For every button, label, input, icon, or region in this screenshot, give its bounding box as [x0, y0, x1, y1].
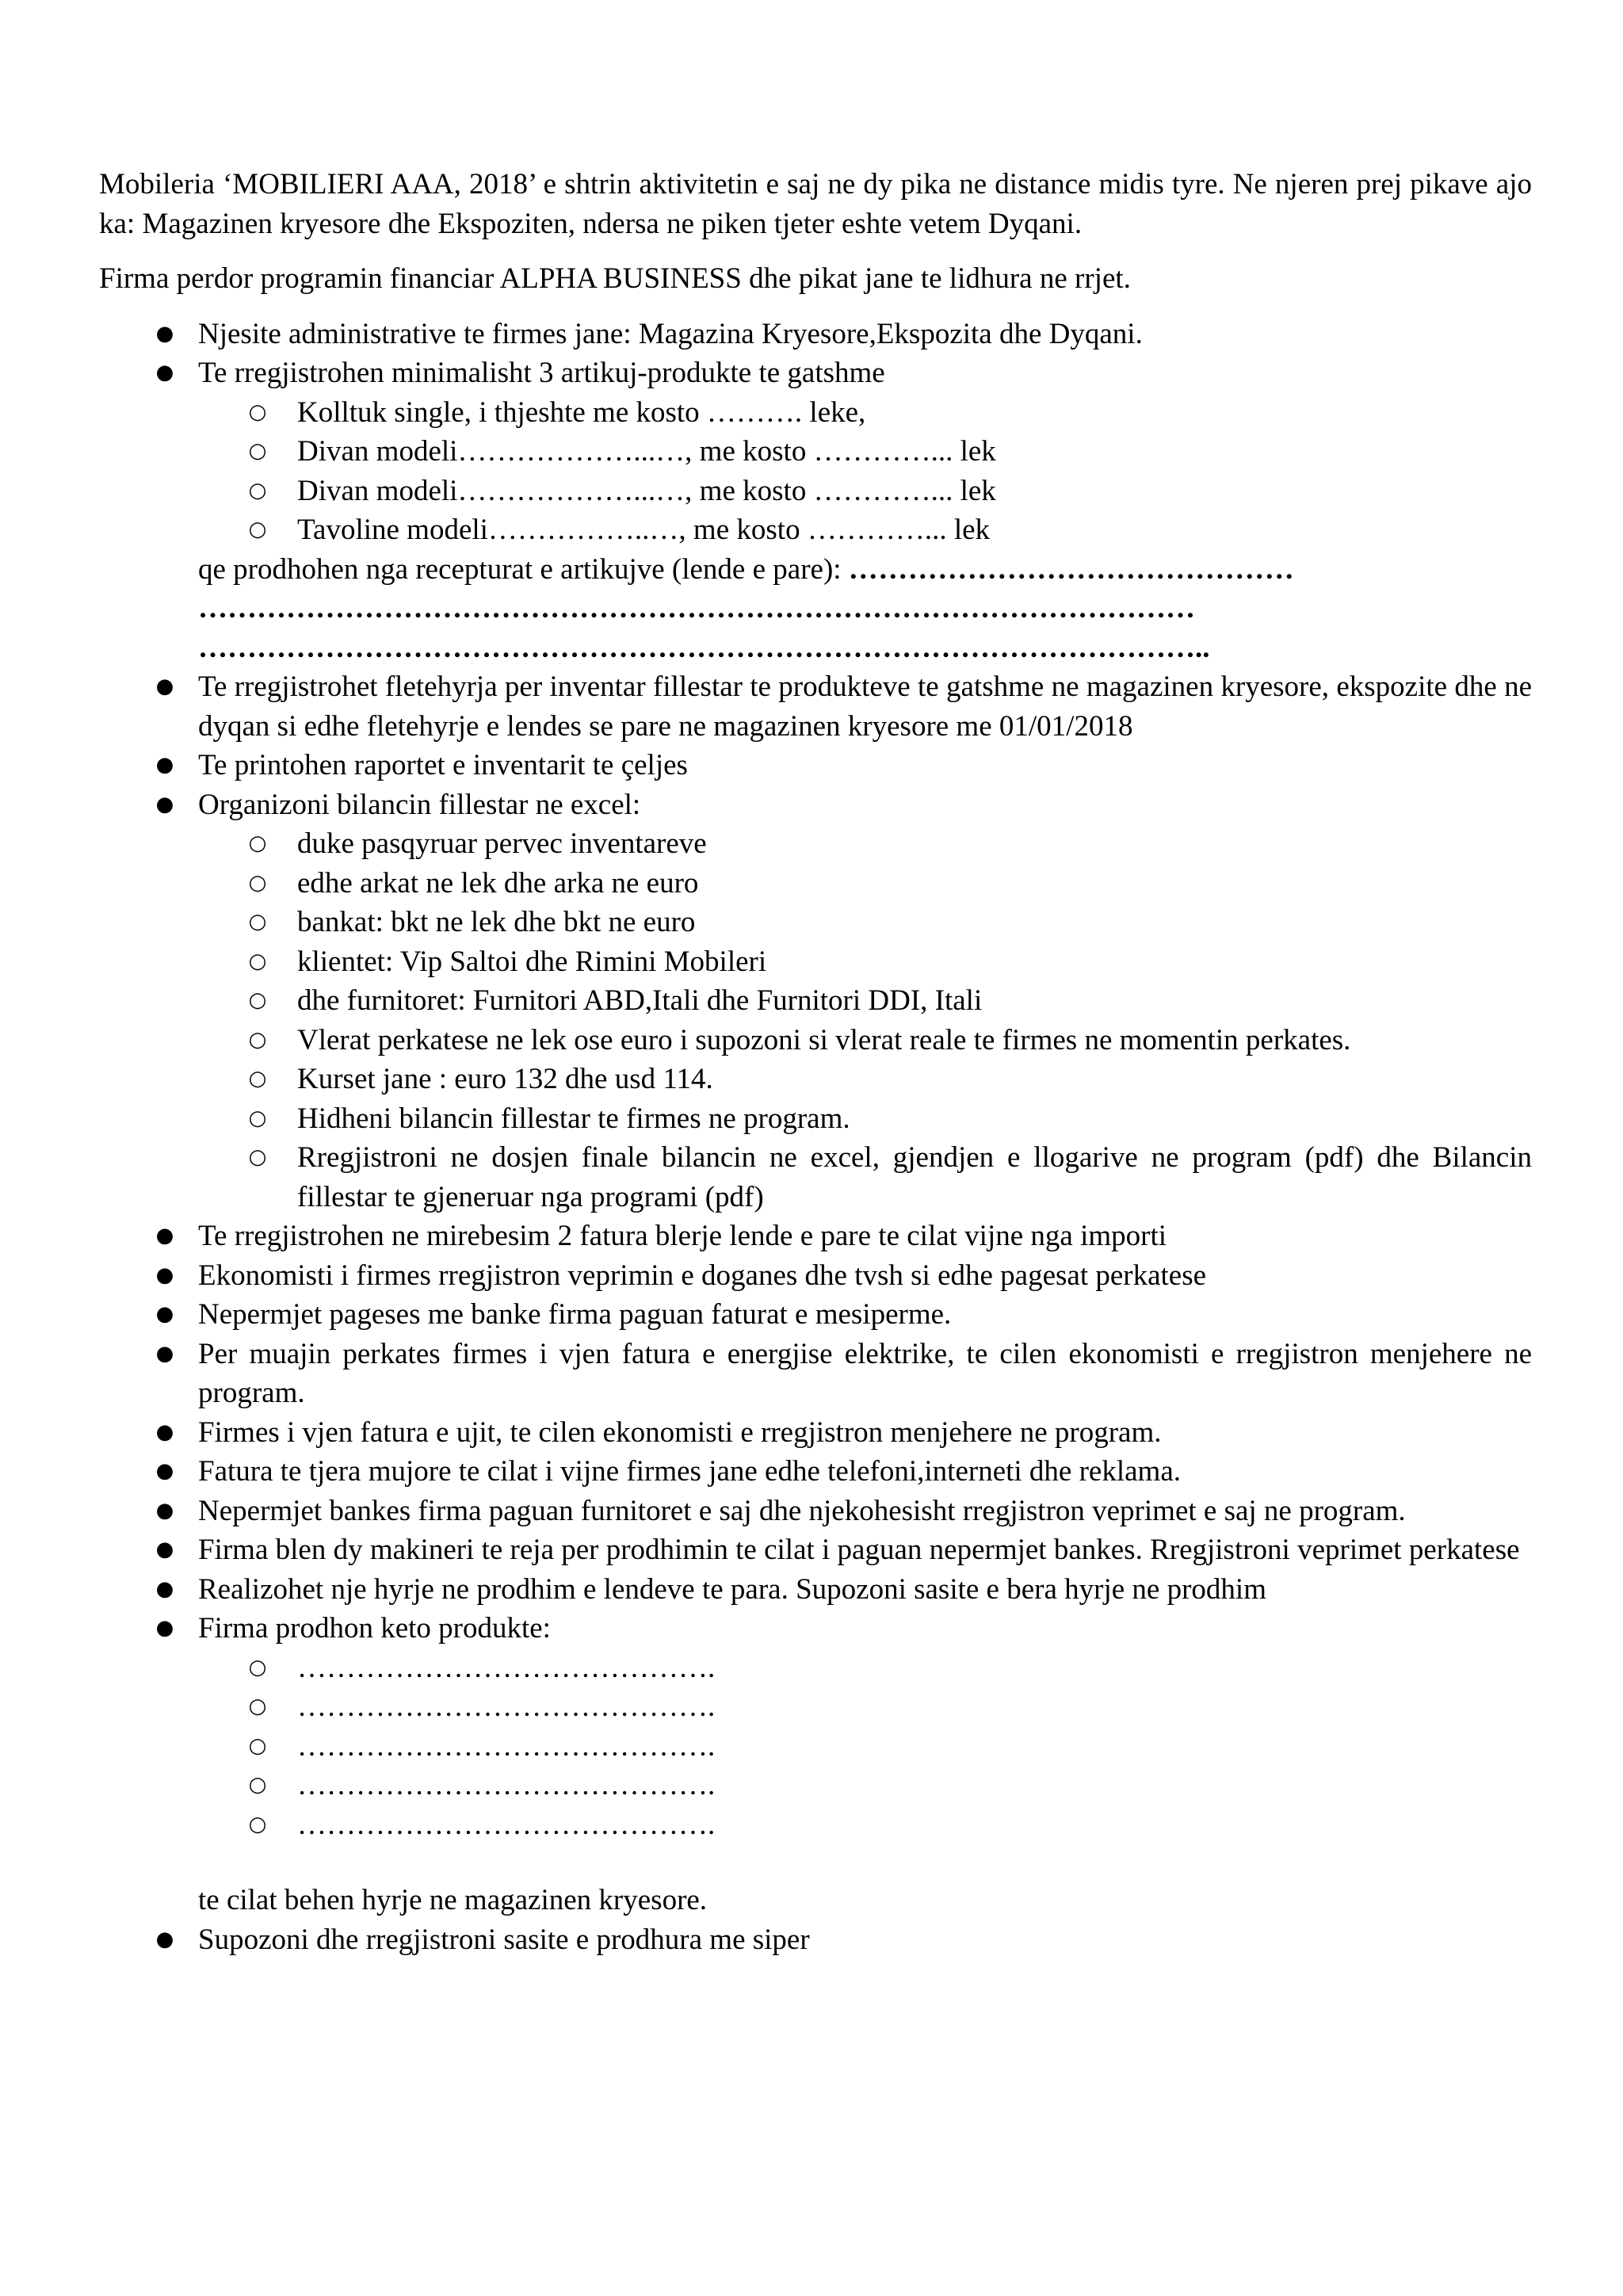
- list-item: [99, 315, 1532, 354]
- sublist-item: [198, 1766, 1532, 1805]
- bullet-icon: ●: [155, 1498, 174, 1522]
- circle-bullet-icon: ○: [248, 870, 267, 895]
- sublist-item-text: klientet: Vip Saltoi dhe Rimini Mobileri: [297, 945, 767, 978]
- sublist-item: [198, 432, 1532, 472]
- bullet-icon: ●: [155, 321, 174, 346]
- circle-bullet-icon: ○: [248, 1694, 267, 1718]
- list-item: [99, 1492, 1532, 1531]
- list-item: [99, 1530, 1532, 1570]
- bullet-icon: ●: [155, 1927, 174, 1951]
- circle-bullet-icon: ○: [248, 949, 267, 973]
- list-item-text: Te printohen raportet e inventarit te çeljes: [198, 749, 688, 781]
- task-list: [99, 315, 1532, 1960]
- circle-bullet-icon: ○: [248, 988, 267, 1012]
- circle-bullet-icon: ○: [248, 1106, 267, 1130]
- circle-bullet-icon: ○: [248, 1655, 267, 1679]
- intro-paragraph-1: Mobileria ‘MOBILIERI AAA, 2018’ e shtrin aktivitetin e saj ne dy pika ne distance midis tyre. Ne njeren prej pikave ajo ka: Magazinen kryesore dhe Ekspoziten, ndersa ne piken tjeter eshte vetem Dyqani.: [99, 168, 1532, 240]
- bullet-icon: ●: [155, 792, 174, 816]
- sublist-item-text: Divan modeli………………...…, me kosto …………... lek: [297, 474, 996, 507]
- sublist-item: [198, 981, 1532, 1021]
- circle-bullet-icon: ○: [248, 1773, 267, 1797]
- sublist-item-text: …………………………………….: [297, 1651, 716, 1684]
- bullet-icon: ●: [155, 1419, 174, 1444]
- recipe-dots-line: …………………………………………………………………………………………..: [198, 631, 1210, 664]
- list-item: [99, 1256, 1532, 1296]
- list-item: [99, 1920, 1532, 1960]
- sublist-item-text: …………………………………….: [297, 1690, 716, 1723]
- sublist-item: [198, 1099, 1532, 1139]
- bullet-icon: ●: [155, 1302, 174, 1326]
- list-item-text: Fatura te tjera mujore te cilat i vijne firmes jane edhe telefoni,interneti dhe reklama.: [198, 1455, 1182, 1488]
- list-item-text: Firma prodhon keto produkte:: [198, 1612, 551, 1645]
- sublist-item: [198, 1687, 1532, 1727]
- recipe-dots-line: …………………………………………………………………………………………: [198, 592, 1195, 625]
- sublist-item: [198, 472, 1532, 511]
- sublist-item-text: duke pasqyruar pervec inventareve: [297, 827, 707, 860]
- sublist-item: [198, 824, 1532, 864]
- sublist-item-text: dhe furnitoret: Furnitori ABD,Itali dhe Furnitori DDI, Itali: [297, 984, 983, 1017]
- produced-items-note: te cilat behen hyrje ne magazinen kryesore.: [198, 1884, 708, 1916]
- list-item: [99, 353, 1532, 667]
- bullet-icon: ●: [155, 753, 174, 777]
- sublist-item-text: Kurset jane : euro 132 dhe usd 114.: [297, 1063, 713, 1095]
- circle-bullet-icon: ○: [248, 478, 267, 502]
- sublist-item-text: …………………………………….: [297, 1769, 716, 1801]
- circle-bullet-icon: ○: [248, 1145, 267, 1169]
- bullet-icon: ●: [155, 361, 174, 384]
- intro-paragraph-2: Firma perdor programin financiar ALPHA BUSINESS dhe pikat jane te lidhura ne rrjet.: [99, 262, 1131, 295]
- bullet-icon: ●: [155, 1616, 174, 1640]
- circle-bullet-icon: ○: [248, 518, 267, 541]
- circle-bullet-icon: ○: [248, 1812, 267, 1836]
- list-item: [99, 1452, 1532, 1492]
- recipe-line: [198, 550, 1532, 590]
- circle-bullet-icon: ○: [248, 1027, 267, 1052]
- sublist-item-text: Hidheni bilancin fillestar te firmes ne program.: [297, 1102, 850, 1135]
- bullet-icon: ●: [155, 1576, 174, 1601]
- list-item-text: Te rregjistrohen minimalisht 3 artikuj-produkte te gatshme: [198, 357, 885, 389]
- recipe-label: qe prodhohen nga recepturat e artikujve (lende e pare):: [198, 552, 849, 586]
- list-item: [99, 746, 1532, 785]
- list-item: [99, 1609, 1532, 1920]
- sublist-item: [198, 1727, 1532, 1767]
- list-item-text: Te rregjistrohet fletehyrja per inventar fillestar te produkteve te gatshme ne magazinen kryesore, ekspozite dhe ne dyqan si edhe fletehyrje e lendes se pare ne magazinen kryesore me 01/01/2018: [198, 670, 1532, 743]
- sublist-item: [198, 1805, 1532, 1845]
- circle-bullet-icon: ○: [248, 1733, 267, 1758]
- list-item-text: Realizohet nje hyrje ne prodhim e lendeve te para. Supozoni sasite e bera hyrje ne prodhim: [198, 1572, 1266, 1606]
- list-item-text: Nepermjet bankes firma paguan furnitoret e saj dhe njekohesisht rregjistron veprimet e saj ne program.: [198, 1494, 1406, 1527]
- sublist-item: [198, 393, 1532, 433]
- sublist-item-text: bankat: bkt ne lek dhe bkt ne euro: [297, 906, 696, 938]
- balance-sublist: [198, 824, 1532, 1217]
- circle-bullet-icon: ○: [248, 910, 267, 934]
- list-item: [99, 1335, 1532, 1413]
- sublist-item: [198, 864, 1532, 904]
- list-item-text: Firma blen dy makineri te reja per prodhimin te cilat i paguan nepermjet bankes. Rregjistroni veprimet perkatese: [198, 1534, 1520, 1566]
- bullet-icon: ●: [155, 1538, 174, 1561]
- list-item-text: Per muajin perkates firmes i vjen fatura e energjise elektrike, te cilen ekonomisti e rregjistron menjehere ne program.: [198, 1337, 1532, 1409]
- list-item: [99, 785, 1532, 1217]
- circle-bullet-icon: ○: [248, 1067, 267, 1091]
- circle-bullet-icon: ○: [248, 399, 267, 424]
- bullet-icon: ●: [155, 1263, 174, 1287]
- circle-bullet-icon: ○: [248, 831, 267, 855]
- document-page: [99, 165, 1532, 1959]
- list-item: [99, 667, 1532, 746]
- sublist-item-text: …………………………………….: [297, 1808, 716, 1841]
- product-sublist: [198, 393, 1532, 550]
- list-item: [99, 1570, 1532, 1610]
- sublist-item: [198, 1138, 1532, 1217]
- sublist-item-text: …………………………………….: [297, 1729, 716, 1763]
- bullet-icon: ●: [155, 1224, 174, 1247]
- circle-bullet-icon: ○: [248, 439, 267, 463]
- sublist-item-text: Divan modeli………………...…, me kosto …………... lek: [297, 435, 996, 468]
- sublist-item-text: Tavoline modeli……………..…, me kosto …………... lek: [297, 514, 991, 546]
- sublist-item: [198, 903, 1532, 942]
- sublist-item-text: Rregjistroni ne dosjen finale bilancin ne excel, gjendjen e llogarive ne program (pdf) dhe Bilancin fillestar te gjeneruar nga programi (pdf): [297, 1141, 1532, 1213]
- list-item: [99, 1413, 1532, 1453]
- sublist-item: [198, 1648, 1532, 1688]
- list-item: [99, 1295, 1532, 1335]
- sublist-item: [198, 1060, 1532, 1099]
- sublist-item-text: Kolltuk single, i thjeshte me kosto ………. leke,: [297, 395, 866, 429]
- bullet-icon: ●: [155, 1341, 174, 1366]
- list-item-text: Ekonomisti i firmes rregjistron veprimin e doganes dhe tvsh si edhe pagesat perkatese: [198, 1259, 1207, 1292]
- produced-items-sublist: [198, 1648, 1532, 1845]
- list-item-text: Nepermjet pageses me banke firma paguan faturat e mesiperme.: [198, 1298, 952, 1331]
- bullet-icon: ●: [155, 674, 174, 698]
- list-item-text: Njesite administrative te firmes jane: Magazina Kryesore,Ekspozita dhe Dyqani.: [198, 317, 1143, 350]
- list-item-text: Te rregjistrohen ne mirebesim 2 fatura blerje lende e pare te cilat vijne nga importi: [198, 1220, 1167, 1252]
- recipe-dots: ………………………………………: [848, 552, 1295, 586]
- list-item-text: Organizoni bilancin fillestar ne excel:: [198, 788, 641, 821]
- sublist-item: [198, 510, 1532, 550]
- bullet-icon: ●: [155, 1459, 174, 1483]
- sublist-item: [198, 1021, 1532, 1060]
- list-item-text: Supozoni dhe rregjistroni sasite e prodhura me siper: [198, 1923, 810, 1956]
- sublist-item-text: edhe arkat ne lek dhe arka ne euro: [297, 866, 699, 900]
- sublist-item-text: Vlerat perkatese ne lek ose euro i supozoni si vlerat reale te firmes ne momentin perkates.: [297, 1023, 1351, 1056]
- list-item-text: Firmes i vjen fatura e ujit, te cilen ekonomisti e rregjistron menjehere ne program.: [198, 1415, 1162, 1449]
- list-item: [99, 1217, 1532, 1256]
- sublist-item: [198, 942, 1532, 982]
